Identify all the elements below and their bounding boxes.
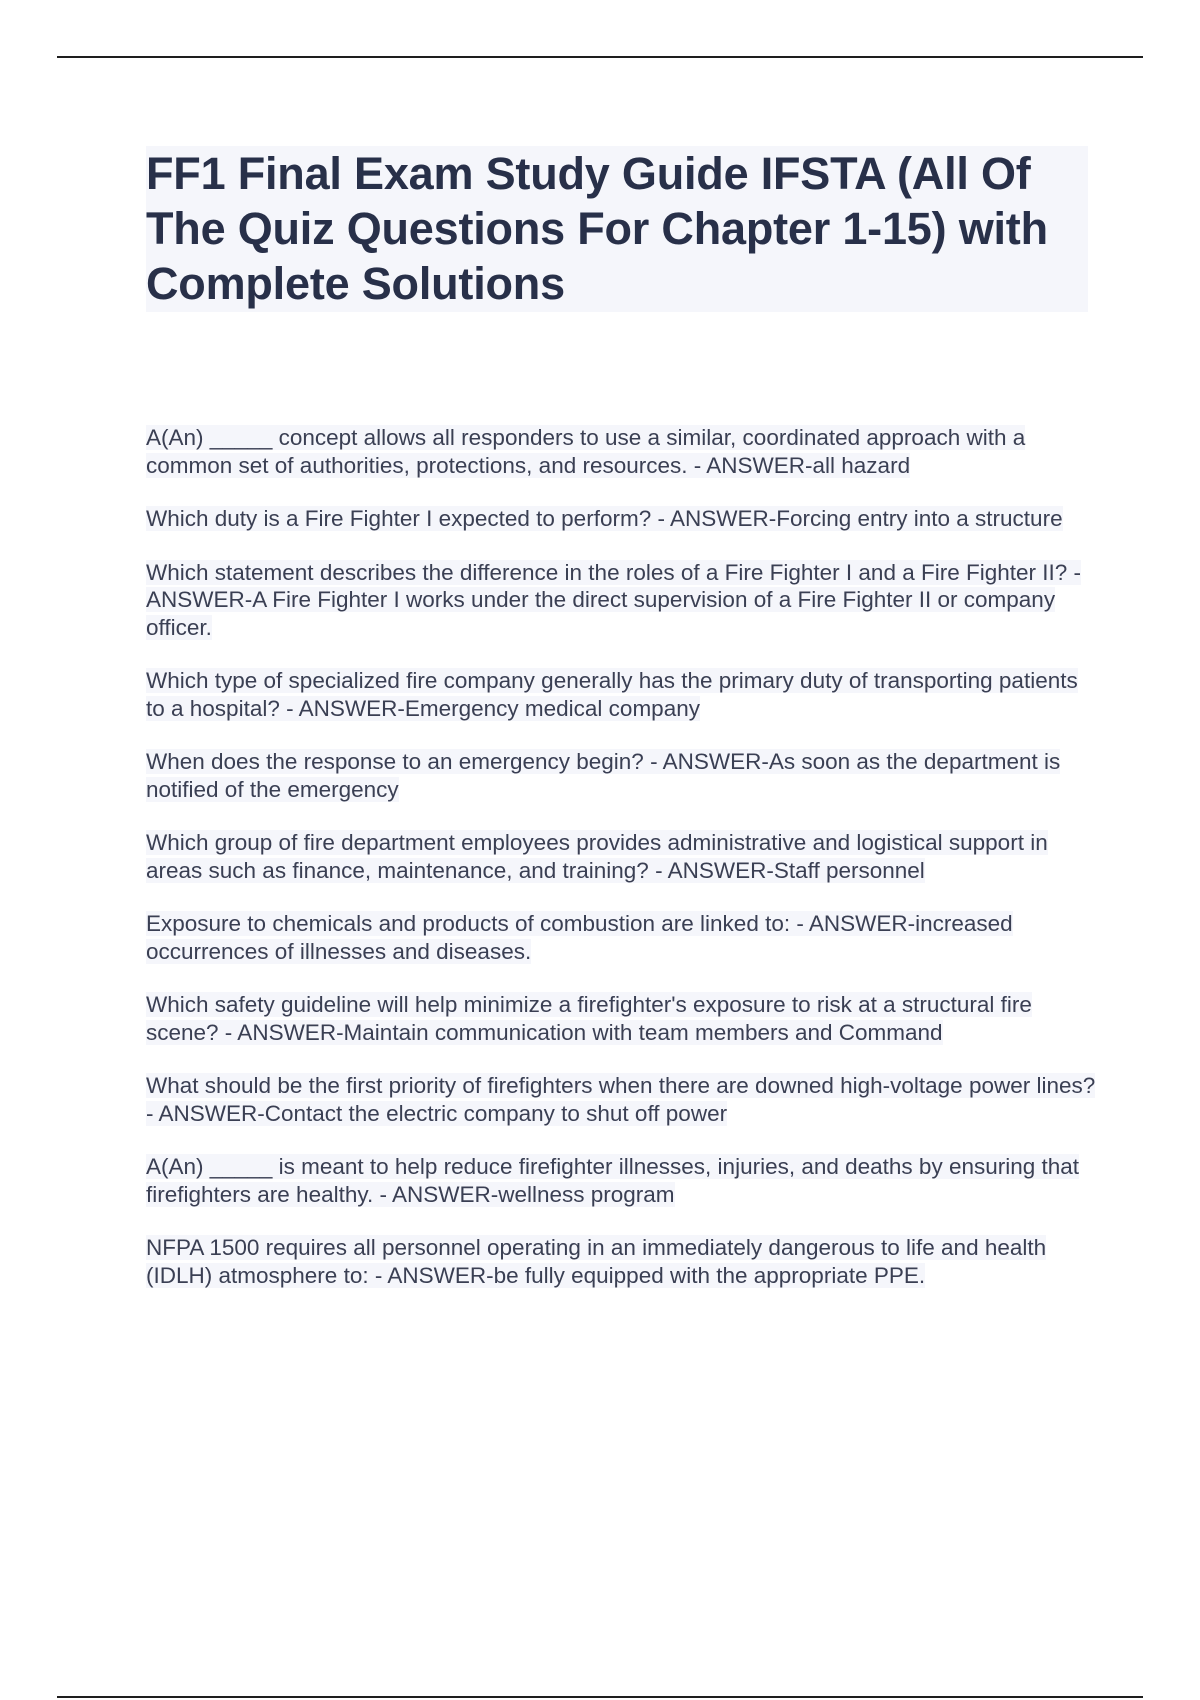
title-block — [146, 146, 1088, 312]
qa-text: Which type of specialized fire company generally has the primary duty of transporting patients to a hospital? - ANSWER-Emergency medical company — [146, 668, 1078, 721]
qa-text: Which statement describes the difference in the roles of a Fire Fighter I and a Fire Fighter II? - ANSWER-A Fire Fighter I works under the direct supervision of a Fire Fighter II or company officer. — [146, 559, 1082, 640]
qa-item — [146, 559, 1096, 642]
qa-item — [146, 991, 1096, 1046]
qa-text: NFPA 1500 requires all personnel operating in an immediately dangerous to life and health (IDLH) atmosphere to: - ANSWER-be fully equipped with the appropriate PPE. — [146, 1235, 1047, 1288]
qa-item — [146, 748, 1096, 803]
qa-text: What should be the first priority of firefighters when there are downed high-voltage power lines? - ANSWER-Contact the electric company to shut off power — [146, 1073, 1096, 1126]
qa-item — [146, 667, 1096, 722]
qa-list — [146, 424, 1096, 1315]
qa-item — [146, 505, 1096, 533]
qa-item — [146, 829, 1096, 884]
qa-text: Which safety guideline will help minimize a firefighter's exposure to risk at a structural fire scene? - ANSWER-Maintain communication with team members and Command — [146, 992, 1032, 1045]
qa-item — [146, 910, 1096, 965]
qa-item — [146, 1153, 1096, 1208]
qa-item — [146, 424, 1096, 479]
document-title: FF1 Final Exam Study Guide IFSTA (All Of The Quiz Questions For Chapter 1-15) with Complete Solutions — [146, 148, 1048, 309]
qa-text: Which duty is a Fire Fighter I expected to perform? - ANSWER-Forcing entry into a structure — [146, 506, 1063, 531]
qa-item — [146, 1234, 1096, 1289]
qa-text: Exposure to chemicals and products of combustion are linked to: - ANSWER-increased occurrences of illnesses and diseases. — [146, 911, 1013, 964]
qa-item — [146, 1072, 1096, 1127]
qa-text: When does the response to an emergency begin? - ANSWER-As soon as the department is notified of the emergency — [146, 749, 1061, 802]
bottom-rule — [57, 1696, 1143, 1698]
qa-text: A(An) _____ is meant to help reduce firefighter illnesses, injuries, and deaths by ensuring that firefighters are healthy. - ANSWER-wellness program — [146, 1154, 1080, 1207]
qa-text: A(An) _____ concept allows all responders to use a similar, coordinated approach with a common set of authorities, protections, and resources. - ANSWER-all hazard — [146, 425, 1026, 478]
top-rule — [57, 56, 1143, 58]
qa-text: Which group of fire department employees provides administrative and logistical support in areas such as finance, maintenance, and training? - ANSWER-Staff personnel — [146, 830, 1048, 883]
